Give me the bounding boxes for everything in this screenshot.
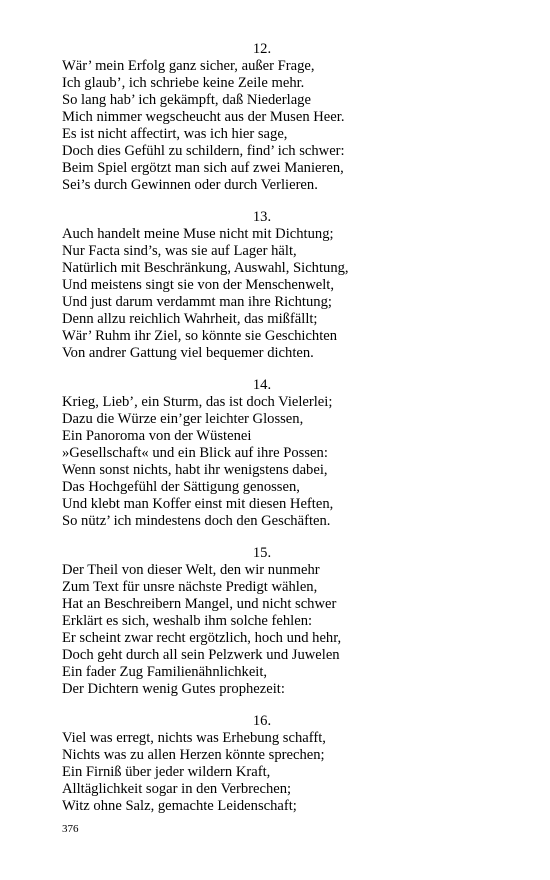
page-number: 376 (62, 823, 79, 835)
verse-line: Wär’ mein Erfolg ganz sicher, außer Frage, (62, 58, 315, 74)
verse-line: Doch geht durch all sein Pelzwerk und Juwelen (62, 647, 340, 663)
stanza-13 (62, 209, 462, 362)
verse-line: Auch handelt meine Muse nicht mit Dichtung; (62, 226, 334, 242)
stanza-12 (62, 41, 462, 194)
stanza-number: 13. (252, 209, 272, 225)
stanza-number: 12. (252, 41, 272, 57)
verse-line: Sei’s durch Gewinnen oder durch Verlieren. (62, 177, 318, 193)
stanza-14 (62, 377, 462, 530)
verse-line: Und just darum verdammt man ihre Richtung; (62, 294, 332, 310)
verse-line: Beim Spiel ergötzt man sich auf zwei Manieren, (62, 160, 344, 176)
verse-line: So nütz’ ich mindestens doch den Geschäften. (62, 513, 331, 529)
verse-line: Zum Text für unsre nächste Predigt wählen, (62, 579, 318, 595)
verse-line: Erklärt es sich, weshalb ihm solche fehlen: (62, 613, 313, 629)
stanza-number: 15. (252, 545, 272, 561)
verse-line: Mich nimmer wegscheucht aus der Musen Heer. (62, 109, 345, 125)
verse-line: Ich glaub’, ich schriebe keine Zeile mehr. (62, 75, 305, 91)
verse-line: »Gesellschaft« und ein Blick auf ihre Possen: (62, 445, 328, 461)
verse-line: Wär’ Ruhm ihr Ziel, so könnte sie Geschichten (62, 328, 338, 344)
verse-line: Hat an Beschreibern Mangel, und nicht schwer (62, 596, 337, 612)
verse-line: Dazu die Würze ein’ger leichter Glossen, (62, 411, 304, 427)
verse-line: Und meistens singt sie von der Menschenwelt, (62, 277, 334, 293)
verse-line: Es ist nicht affectirt, was ich hier sage, (62, 126, 288, 142)
stanza-15 (62, 545, 462, 698)
verse-line: Natürlich mit Beschränkung, Auswahl, Sichtung, (62, 260, 349, 276)
stanza-16 (62, 713, 462, 815)
verse-line: Ein fader Zug Familienähnlichkeit, (62, 664, 268, 680)
verse-line: Der Dichtern wenig Gutes prophezeit: (62, 681, 285, 697)
verse-line: Doch dies Gefühl zu schildern, find’ ich schwer: (62, 143, 345, 159)
verse-line: Von andrer Gattung viel bequemer dichten. (62, 345, 314, 361)
verse-line: Ein Firniß über jeder wildern Kraft, (62, 764, 271, 780)
verse-line: Krieg, Lieb’, ein Sturm, das ist doch Vielerlei; (62, 394, 333, 410)
verse-line: Witz ohne Salz, gemachte Leidenschaft; (62, 798, 297, 814)
verse-line: Nichts was zu allen Herzen könnte sprechen; (62, 747, 325, 763)
verse-line: Nur Facta sind’s, was sie auf Lager hält, (62, 243, 297, 259)
verse-line: Wenn sonst nichts, habt ihr wenigstens dabei, (62, 462, 328, 478)
verse-line: So lang hab’ ich gekämpft, daß Niederlage (62, 92, 311, 108)
verse-line: Und klebt man Koffer einst mit diesen Heften, (62, 496, 334, 512)
verse-line: Er scheint zwar recht ergötzlich, hoch und hehr, (62, 630, 342, 646)
verse-line: Der Theil von dieser Welt, den wir nunmehr (62, 562, 320, 578)
stanza-number: 14. (252, 377, 272, 393)
verse-line: Denn allzu reichlich Wahrheit, das mißfällt; (62, 311, 318, 327)
verse-line: Viel was erregt, nichts was Erhebung schafft, (62, 730, 326, 746)
verse-line: Das Hochgefühl der Sättigung genossen, (62, 479, 300, 495)
verse-line: Ein Panoroma von der Wüstenei (62, 428, 252, 444)
verse-line: Alltäglichkeit sogar in den Verbrechen; (62, 781, 292, 797)
stanza-number: 16. (252, 713, 272, 729)
